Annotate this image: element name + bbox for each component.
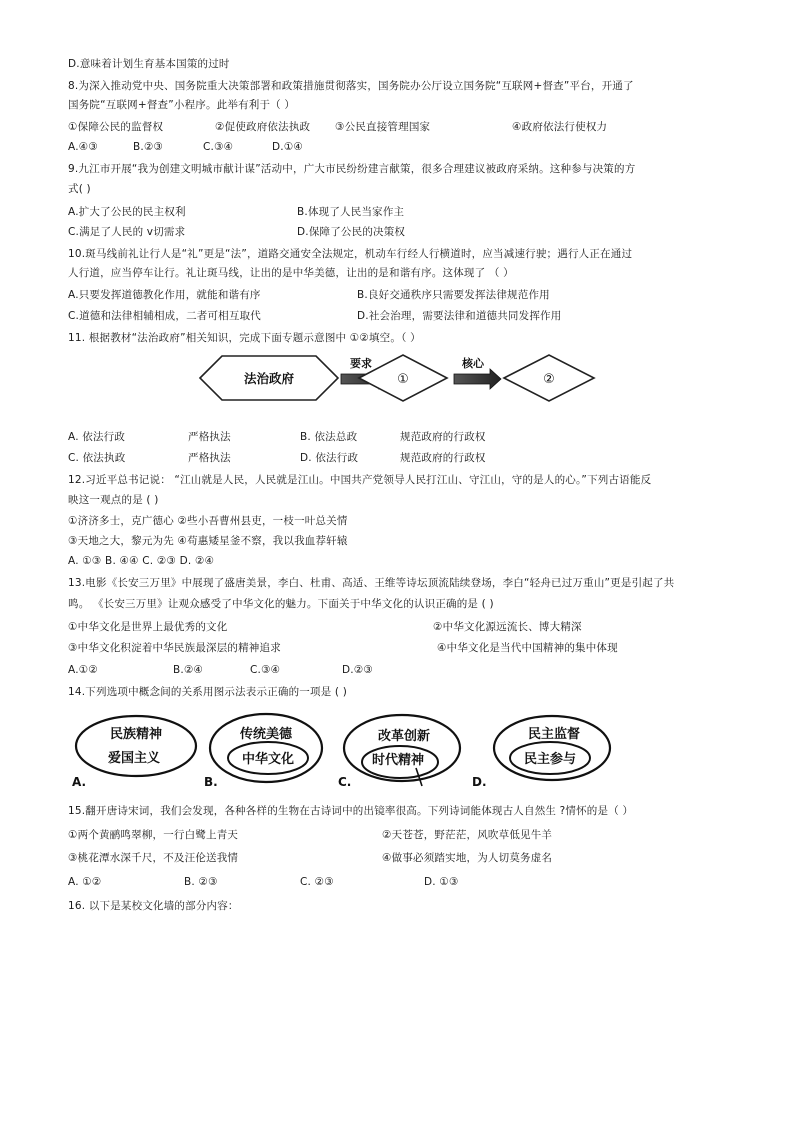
q14-b-inner-label: 中华文化 xyxy=(241,752,295,767)
q15-stem: 15.翻开唐诗宋词，我们会发现，各种各样的生物在古诗词中的出镜率很高。下列诗词能体现古人自然生 ?情怀的是（ ） xyxy=(68,805,634,817)
q15-item-4: ④做事必须踏实地，为人切莫务虚名 xyxy=(382,852,553,864)
q15-item-3: ③桃花潭水深千尺，不及汪伦送我情 xyxy=(68,852,239,864)
q12-items-row1: ①济济多士，克广德心 ②些小吾曹州县吏，一枝一叶总关情 xyxy=(68,515,348,527)
q11-option-c-2: 严格执法 xyxy=(188,452,231,464)
q14-d-letter: D. xyxy=(472,775,487,789)
q12-options: A. ①③ B. ④④ C. ②③ D. ②④ xyxy=(68,555,215,567)
q8-item-2: ②促使政府依法执政 xyxy=(215,121,311,133)
q15-item-2: ②天苍苍，野茫茫，风吹草低见牛羊 xyxy=(382,829,553,841)
q15-option-b: B. ②③ xyxy=(184,876,218,888)
q14-a-letter: A. xyxy=(72,775,87,789)
q14-venn-diagrams xyxy=(66,712,621,796)
q12-stem-line1: 12.习近平总书记说： “江山就是人民，人民就是江山。中国共产党领导人民打江山、守江山，守的是人的心。”下列古语能反 xyxy=(68,474,652,486)
q14-c-letter: C. xyxy=(338,775,352,789)
q13-option-c: C.③④ xyxy=(250,664,281,676)
q11-arrow-1-label: 要求 xyxy=(350,357,372,370)
q10-option-b: B.良好交通秩序只需要发挥法律规范作用 xyxy=(357,289,550,301)
q15-option-c: C. ②③ xyxy=(300,876,334,888)
q13-item-3: ③中华文化积淀着中华民族最深层的精神追求 xyxy=(68,642,281,654)
q13-option-d: D.②③ xyxy=(342,664,374,676)
q14-b-outer-ellipse xyxy=(210,714,322,782)
q8-item-1: ①保障公民的监督权 xyxy=(68,121,164,133)
q13-stem-line1: 13.电影《长安三万里》中展现了盛唐美景，李白、杜甫、高适、王维等诗坛顶流陆续登场，李白“轻舟已过万重山”更是引起了共 xyxy=(68,577,675,589)
q9-option-d: D.保障了公民的决策权 xyxy=(297,226,406,238)
q11-stem: 11. 根据教材“法治政府”相关知识，完成下面专题示意图中 ①②填空。（ ） xyxy=(68,332,421,344)
q12-items-row2: ③天地之大，黎元为先 ④苟惠矮星釜不察，我以我血荐轩辕 xyxy=(68,535,348,547)
q14-d-outer-ellipse xyxy=(494,716,610,780)
q11-arrow-2-label: 核心 xyxy=(462,357,484,370)
q10-option-c: C.道德和法律相辅相成，二者可相互取代 xyxy=(68,310,261,322)
q14-d-outer-label: 民主监督 xyxy=(527,727,581,742)
q12-stem-line2: 映这一观点的是 ( ) xyxy=(68,494,159,506)
q14-c-outer-label: 改革创新 xyxy=(377,729,431,744)
q8-option-c: C.③④ xyxy=(203,141,234,153)
q8-stem-line2: 国务院“互联网+督查”小程序。此举有利于（ ） xyxy=(68,99,296,111)
q14-a-outer-label: 民族精神 xyxy=(109,727,163,742)
q13-item-1: ①中华文化是世界上最优秀的文化 xyxy=(68,621,228,633)
q14-a-outer-ellipse xyxy=(76,716,196,776)
q11-option-d-2: 规范政府的行政权 xyxy=(400,452,486,464)
q14-c-outer-ellipse xyxy=(344,715,460,781)
q15-option-d: D. ①③ xyxy=(424,876,459,888)
q14-c-inner-label: 时代精神 xyxy=(371,753,425,768)
q8-option-d: D.①④ xyxy=(272,141,304,153)
q13-option-b: B.②④ xyxy=(173,664,204,676)
q11-option-a-1: A. 依法行政 xyxy=(68,431,126,443)
q11-option-b-2: 规范政府的行政权 xyxy=(400,431,486,443)
q16-stem: 16. 以下是某校文化墙的部分内容： xyxy=(68,900,239,912)
q8-option-b: B.②③ xyxy=(133,141,164,153)
q7-option-d: D.意味着计划生育基本国策的过时 xyxy=(68,58,230,70)
q11-arrow-2 xyxy=(454,369,501,389)
q8-stem-line1: 8.为深入推动党中央、国务院重大决策部署和政策措施贯彻落实，国务院办公厅设立国务院“互联网+督查”平台，开通了 xyxy=(68,80,634,92)
q14-a-inner-label: 爱国主义 xyxy=(107,751,161,766)
q11-box-2-label: ① xyxy=(397,372,409,387)
q9-stem-line1: 9.九江市开展“我为创建文明城市献计谋”活动中，广大市民纷纷建言献策，很多合理建议被政府采纳。这种参与决策的方 xyxy=(68,163,636,175)
q8-option-a: A.④③ xyxy=(68,141,98,153)
q9-option-a: A.扩大了公民的民主权利 xyxy=(68,206,186,218)
q10-option-d: D.社会治理，需要法律和道德共同发挥作用 xyxy=(357,310,562,322)
q11-option-b-1: B. 依法总政 xyxy=(300,431,358,443)
q10-stem-line2: 人行道，应当停车让行。礼让斑马线，让出的是中华美德，让出的是和谐有序。这体现了 （ ） xyxy=(68,267,514,279)
q11-option-c-1: C. 依法执政 xyxy=(68,452,126,464)
q15-item-1: ①两个黄鹂鸣翠柳，一行白鹭上青天 xyxy=(68,829,239,841)
q13-item-4: ④中华文化是当代中国精神的集中体现 xyxy=(437,642,618,654)
q9-option-b: B.体现了人民当家作主 xyxy=(297,206,405,218)
q10-stem-line1: 10.斑马线前礼让行人是“礼”更是“法”，道路交通安全法规定，机动车行经人行横道时，应当减速行驶；遇行人正在通过 xyxy=(68,248,633,260)
q11-box-3-label: ② xyxy=(543,372,555,387)
q14-b-letter: B. xyxy=(204,775,218,789)
q11-box-1-label: 法治政府 xyxy=(243,371,295,386)
q13-item-2: ②中华文化源远流长、博大精深 xyxy=(433,621,582,633)
q14-stem: 14.下列选项中概念间的关系用图示法表示正确的一项是 ( ) xyxy=(68,686,348,698)
q13-stem-line2: 鸣。 《长安三万里》让观众感受了中华文化的魅力。下面关于中华文化的认识正确的是 ( ) xyxy=(68,598,494,610)
q11-flow-diagram xyxy=(196,352,600,404)
q8-item-4: ④政府依法行使权力 xyxy=(512,121,608,133)
q14-b-outer-label: 传统美德 xyxy=(239,727,293,742)
q11-option-a-2: 严格执法 xyxy=(188,431,231,443)
q8-item-3: ③公民直接管理国家 xyxy=(335,121,431,133)
q14-d-inner-label: 民主参与 xyxy=(523,752,577,767)
q9-option-c: C.满足了人民的 v切需求 xyxy=(68,226,186,238)
q10-option-a: A.只要发挥道德教化作用，就能和谐有序 xyxy=(68,289,261,301)
q9-stem-line2: 式( ) xyxy=(68,183,91,195)
q11-option-d-1: D. 依法行政 xyxy=(300,452,359,464)
q13-option-a: A.①② xyxy=(68,664,98,676)
q15-option-a: A. ①② xyxy=(68,876,102,888)
